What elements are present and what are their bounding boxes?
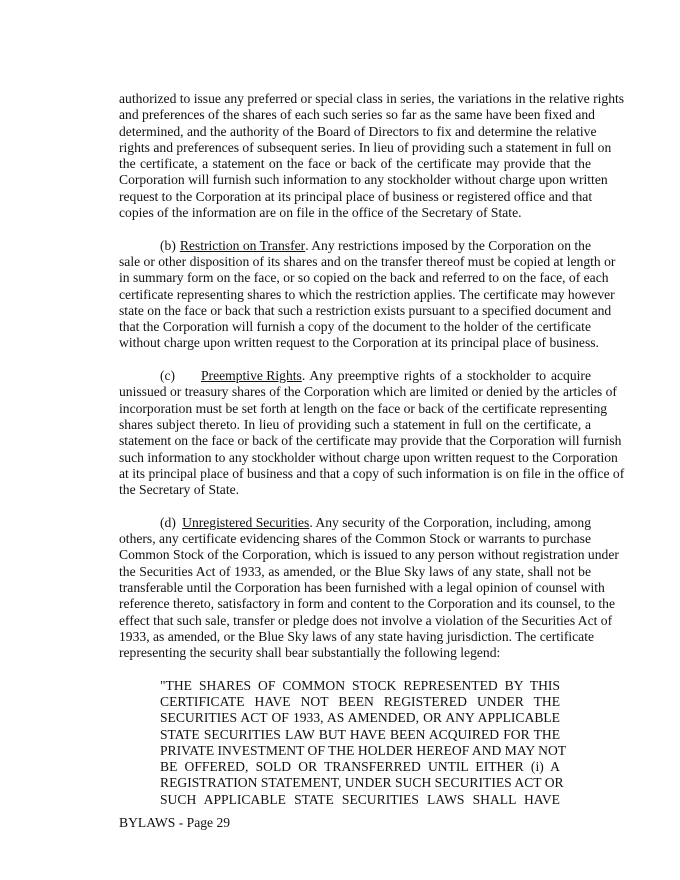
section-heading: Unregistered Securities — [182, 514, 310, 530]
text-line: and preferences of the shares of each such series so far as the same have been fixed and — [119, 107, 595, 123]
text-line: . Any preemptive rights of a stockholder to acquire — [301, 368, 591, 384]
section-heading: Preemptive Rights — [201, 368, 302, 384]
text-line: determined, and the authority of the Board of Directors to fix and determine the relative — [119, 123, 597, 139]
text-line: statement on the face or back of the certificate may provide that the Corporation will furnish — [119, 433, 622, 449]
legend-line: REGISTRATION STATEMENT, UNDER SUCH SECURITIES ACT OR — [160, 775, 564, 791]
document-body — [119, 91, 625, 808]
legend-line: BE OFFERED, SOLD OR TRANSFERRED UNTIL EITHER (i) A — [160, 759, 560, 775]
text-line: that the Corporation will furnish a copy of the document to the holder of the certificate — [119, 319, 591, 335]
text-line: 1933, as amended, or the Blue Sky laws of any state having jurisdiction. The certificate — [119, 628, 595, 644]
text-line: transferable until the Corporation has been furnished with a legal opinion of counsel with — [119, 579, 605, 595]
text-line: effect that such sale, transfer or pledge does not involve a violation of the Securities Act of — [119, 612, 613, 628]
text-line: the Securities Act of 1933, as amended, or the Blue Sky laws of any state, shall not be — [119, 563, 591, 579]
page-footer: BYLAWS - Page 29 — [119, 815, 231, 830]
text-line: rights and preferences of subsequent series. In lieu of providing such a statement in full on — [119, 139, 612, 155]
text-line: . Any security of the Corporation, including, among — [309, 514, 591, 530]
legend-line: SECURITIES ACT OF 1933, AS AMENDED, OR ANY APPLICABLE — [160, 710, 560, 726]
section-label: (b) — [160, 237, 176, 253]
text-line: the Secretary of State. — [119, 482, 240, 498]
text-line: . Any restrictions imposed by the Corporation on the — [305, 237, 591, 253]
text-line: copies of the information are on file in the office of the Secretary of State. — [119, 205, 522, 221]
text-line — [119, 515, 591, 531]
certificate-legend — [160, 677, 567, 808]
text-line: reference thereto, satisfactory in form and content to the Corporation and its counsel, to the — [119, 596, 616, 612]
legend-line: PRIVATE INVESTMENT OF THE HOLDER HEREOF AND MAY NOT — [160, 742, 567, 758]
text-line — [119, 368, 591, 384]
text-line: Common Stock of the Corporation, which is issued to any person without registration under — [119, 547, 619, 563]
section-heading: Restriction on Transfer — [179, 237, 306, 253]
text-line: such information to any stockholder without charge upon written request to the Corporation — [119, 449, 618, 465]
text-line: representing the security shall bear substantially the following legend: — [119, 645, 501, 661]
text-line: without charge upon written request to the Corporation at its principal place of business. — [119, 335, 599, 351]
paragraph — [119, 514, 619, 662]
text-line — [119, 238, 591, 254]
text-line: at its principal place of business and that a copy of such information is on file in the office of — [119, 465, 625, 481]
text-line: unissued or treasury shares of the Corporation which are limited or denied by the articles of — [119, 384, 617, 400]
text-line: certificate representing shares to which the restriction applies. The certificate may however — [119, 286, 615, 302]
paragraph — [119, 368, 625, 498]
text-line: sale or other disposition of its shares and on the transfer thereof must be copied at length or — [119, 253, 616, 269]
legend-line: "THE SHARES OF COMMON STOCK REPRESENTED BY THIS — [160, 677, 560, 693]
section-label: (c) — [160, 368, 176, 384]
paragraph — [119, 91, 625, 221]
text-line: Corporation will furnish such information to any stockholder without charge upon written — [119, 172, 608, 188]
text-line: state on the face or back that such a restriction exists pursuant to a specified document and — [119, 302, 612, 318]
text-line: request to the Corporation at its principal place of business or registered office and that — [119, 188, 593, 204]
text-line: in summary form on the face, or so copied on the back and referred to on the face, of each — [119, 270, 609, 286]
text-line: incorporation must be set forth at length on the face or back of the certificate representing — [119, 400, 608, 416]
paragraph — [119, 237, 616, 352]
text-line: authorized to issue any preferred or special class in series, the variations in the relative rights — [119, 91, 625, 106]
section-label: (d) — [160, 514, 176, 530]
text-line: the certificate, a statement on the face or back of the certificate may provide that the — [119, 156, 591, 172]
legend-line: CERTIFICATE HAVE NOT BEEN REGISTERED UNDER THE — [160, 693, 560, 709]
legend-line: SUCH APPLICABLE STATE SECURITIES LAWS SHALL HAVE — [160, 791, 560, 807]
text-line: others, any certificate evidencing shares of the Common Stock or warrants to purchase — [119, 531, 591, 547]
text-line: shares subject thereto. In lieu of providing such a statement in full on the certificate, a — [119, 416, 591, 432]
legend-line: STATE SECURITIES LAW BUT HAVE BEEN ACQUIRED FOR THE — [160, 726, 560, 742]
